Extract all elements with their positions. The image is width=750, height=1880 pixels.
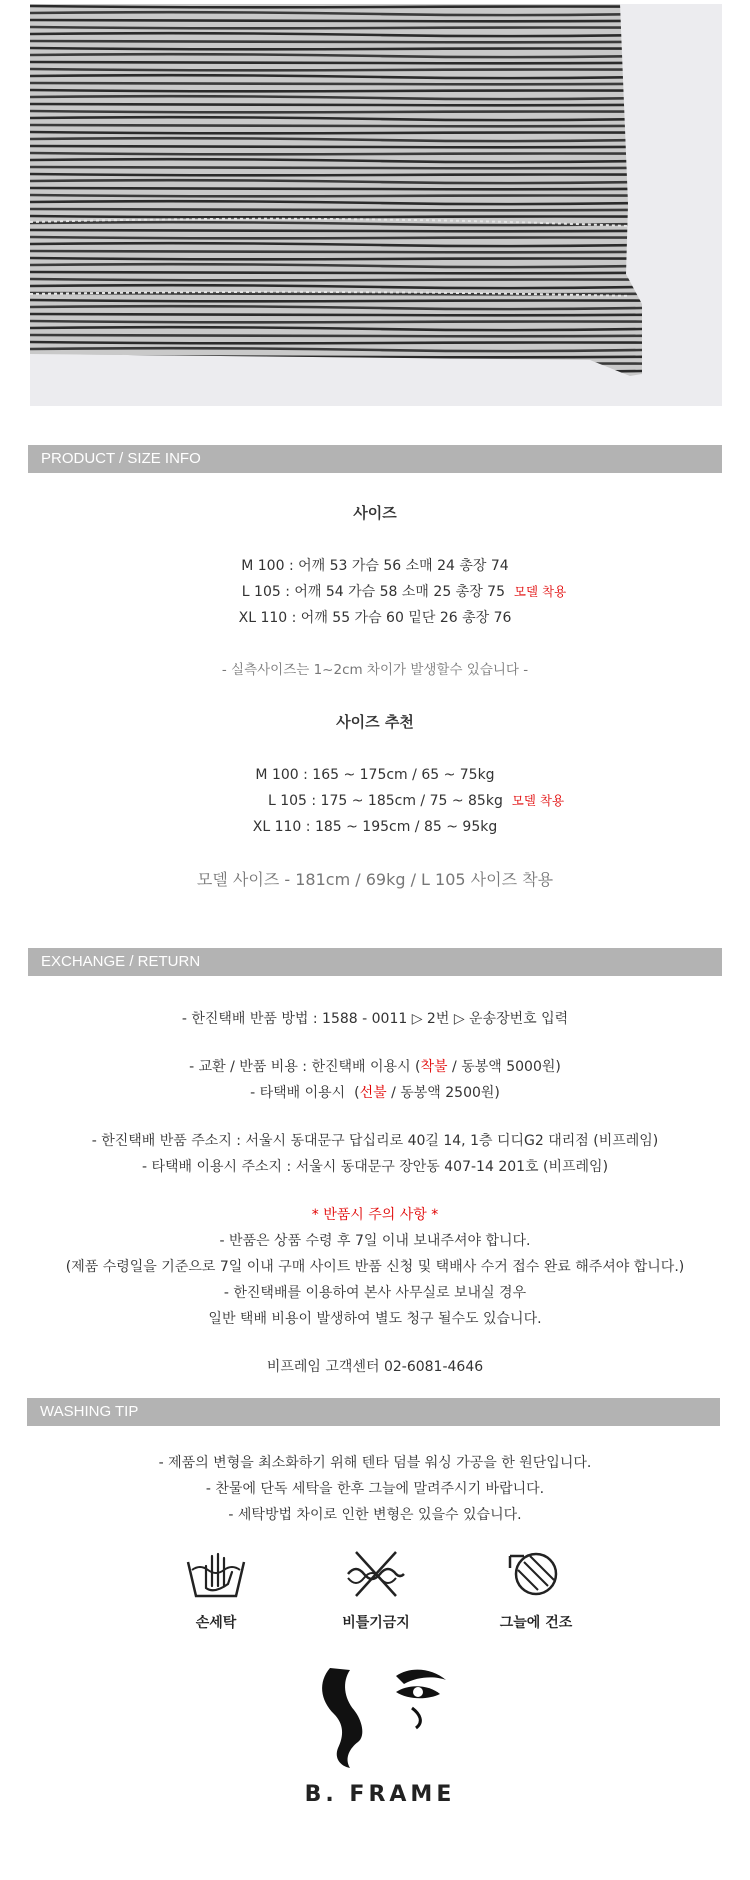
caution-line: (제품 수령일을 기준으로 7일 이내 구매 사이트 반품 신청 및 택배사 수거 접수 완료 해주셔야 합니다.) <box>65 1259 685 1275</box>
cost-cod-label: 착불 <box>420 1059 448 1075</box>
size-row-text: L 105 : 어깨 54 가슴 58 소매 25 총장 75 <box>241 584 505 600</box>
model-wear-badge: 모델 착용 <box>513 584 567 599</box>
section-header-exchange: EXCHANGE / RETURN <box>28 948 722 976</box>
caution-line: - 반품은 상품 수령 후 7일 이내 보내주셔야 합니다. <box>219 1233 531 1249</box>
size-row-l <box>0 579 750 605</box>
customer-center: 비프레임 고객센터 02-6081-4646 <box>266 1359 484 1375</box>
return-method: - 한진택배 반품 방법 : 1588 - 0011 ▷ 2번 ▷ 운송장번호 입력 <box>181 1011 569 1027</box>
care-item-no-wring <box>316 1548 436 1632</box>
size-note: - 실측사이즈는 1~2cm 차이가 발생할수 있습니다 - <box>221 662 529 678</box>
hand-wash-icon <box>184 1548 248 1600</box>
recommend-row-text: M 100 : 165 ~ 175cm / 65 ~ 75kg <box>255 767 495 783</box>
size-heading-block <box>0 500 750 526</box>
care-label: 그늘에 건조 <box>499 1615 573 1631</box>
recommend-row-text: L 105 : 175 ~ 185cm / 75 ~ 85kg <box>267 793 503 809</box>
model-wear-badge: 모델 착용 <box>511 793 565 808</box>
size-row-xl <box>0 605 750 631</box>
return-cost-other <box>0 1080 750 1106</box>
size-note-block <box>0 657 750 683</box>
care-label: 비틀기금지 <box>342 1615 410 1631</box>
section-header-size-info: PRODUCT / SIZE INFO <box>28 445 722 473</box>
care-icons <box>0 1548 750 1638</box>
brand-name: B. FRAME <box>304 1782 456 1807</box>
size-row-text: M 100 : 어깨 53 가슴 56 소매 24 총장 74 <box>241 558 509 574</box>
cost-prepaid-label: 선불 <box>359 1085 387 1101</box>
caution-title: * 반품시 주의 사항 * <box>311 1207 439 1223</box>
care-item-hand-wash <box>156 1548 276 1632</box>
recommend-table <box>0 762 750 840</box>
washing-content <box>0 1450 750 1528</box>
cost-text: / 동봉액 2500원) <box>386 1085 500 1101</box>
recommend-row-text: XL 110 : 185 ~ 195cm / 85 ~ 95kg <box>252 819 498 835</box>
washing-line: - 제품의 변형을 최소화하기 위해 텐타 덤블 워싱 가공을 한 원단입니다. <box>158 1455 592 1471</box>
recommend-row-m <box>0 762 750 788</box>
bframe-face-icon <box>300 1662 460 1772</box>
model-size: 모델 사이즈 - 181cm / 69kg / L 105 사이즈 착용 <box>196 870 554 889</box>
size-row-text: XL 110 : 어깨 55 가슴 60 밑단 26 총장 76 <box>238 610 512 626</box>
care-item-shade-dry <box>476 1548 596 1632</box>
care-label: 손세탁 <box>195 1615 237 1631</box>
size-heading: 사이즈 <box>353 504 397 522</box>
return-address-other: - 타택배 이용시 주소지 : 서울시 동대문구 장안동 407-14 201호 (비프레임) <box>141 1159 609 1175</box>
recommend-row-l <box>0 788 750 814</box>
brand-logo <box>300 1662 460 1807</box>
return-cost-hanjin <box>0 1054 750 1080</box>
size-row-m <box>0 553 750 579</box>
cost-text: / 동봉액 5000원) <box>447 1059 561 1075</box>
return-address-hanjin: - 한진택배 반품 주소지 : 서울시 동대문구 답십리로 40길 14, 1층 디디G2 대리점 (비프레임) <box>91 1133 659 1149</box>
exchange-content <box>0 1006 750 1380</box>
size-table <box>0 553 750 631</box>
recommend-row-xl <box>0 814 750 840</box>
washing-line: - 세탁방법 차이로 인한 변형은 있을수 있습니다. <box>228 1507 522 1523</box>
model-size-block <box>0 867 750 893</box>
caution-line: 일반 택배 비용이 발생하여 별도 청구 될수도 있습니다. <box>208 1311 542 1327</box>
caution-line: - 한진택배를 이용하여 본사 사무실로 보내실 경우 <box>223 1285 527 1301</box>
cost-text: - 교환 / 반품 비용 : 한진택배 이용시 ( <box>189 1059 421 1075</box>
shade-dry-icon <box>504 1548 568 1600</box>
no-wring-icon <box>344 1548 408 1600</box>
section-header-washing: WASHING TIP <box>27 1398 720 1426</box>
product-fabric-photo <box>30 4 722 406</box>
recommend-heading-block <box>0 709 750 735</box>
cost-text: - 타택배 이용시 ( <box>250 1085 360 1101</box>
washing-line: - 찬물에 단독 세탁을 한후 그늘에 말려주시기 바랍니다. <box>205 1481 545 1497</box>
recommend-heading: 사이즈 추천 <box>336 713 414 731</box>
